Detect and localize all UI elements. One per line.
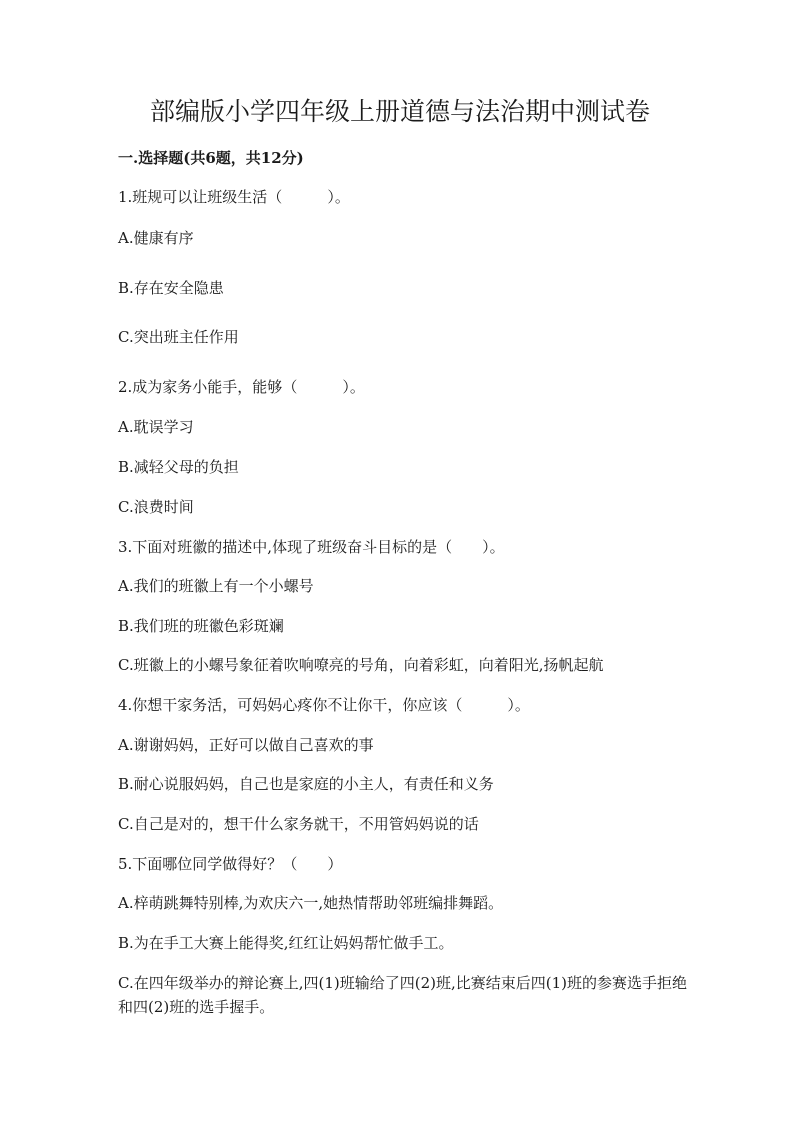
question-4-stem: 4.你想干家务活，可妈妈心疼你不让你干，你应该（ ）。: [118, 696, 530, 714]
question-5-stem: 5.下面哪位同学做得好？（ ）: [118, 855, 343, 873]
question-3-option-b: B.我们班的班徽色彩斑斓: [118, 617, 284, 635]
question-1-option-c: C.突出班主任作用: [118, 328, 239, 346]
section-heading: 一.选择题(共6题，共12分): [118, 149, 304, 167]
question-1-stem: 1.班规可以让班级生活（ ）。: [118, 188, 350, 206]
question-4-option-a: A.谢谢妈妈，正好可以做自己喜欢的事: [118, 736, 374, 754]
question-1-option-b: B.存在安全隐患: [118, 279, 224, 297]
question-4-option-c: C.自己是对的，想干什么家务就干，不用管妈妈说的话: [118, 815, 479, 833]
question-1-option-a: A.健康有序: [118, 229, 194, 247]
question-3-stem: 3.下面对班徽的描述中,体现了班级奋斗目标的是（ ）。: [118, 538, 505, 556]
question-2-option-c: C.浪费时间: [118, 498, 194, 516]
question-5-option-b: B.为在手工大赛上能得奖,红红让妈妈帮忙做手工。: [118, 934, 454, 952]
question-3-option-a: A.我们的班徽上有一个小螺号: [118, 577, 314, 595]
exam-title: 部编版小学四年级上册道德与法治期中测试卷: [149, 97, 650, 126]
question-5-option-a: A.梓萌跳舞特别棒,为欢庆六一,她热情帮助邻班编排舞蹈。: [118, 894, 504, 912]
question-3-option-c: C.班徽上的小螺号象征着吹响嘹亮的号角，向着彩虹，向着阳光,扬帆起航: [118, 656, 604, 674]
question-2-stem: 2.成为家务小能手，能够（ ）。: [118, 378, 365, 396]
question-4-option-b: B.耐心说服妈妈，自己也是家庭的小主人，有责任和义务: [118, 775, 494, 793]
question-2-option-b: B.减轻父母的负担: [118, 458, 239, 476]
question-5-option-c: C.在四年级举办的辩论赛上,四(1)班输给了四(2)班,比赛结束后四(1)班的参赛选手拒绝和四(2)班的选手握手。: [118, 974, 687, 1016]
question-2-option-a: A.耽误学习: [118, 418, 194, 436]
